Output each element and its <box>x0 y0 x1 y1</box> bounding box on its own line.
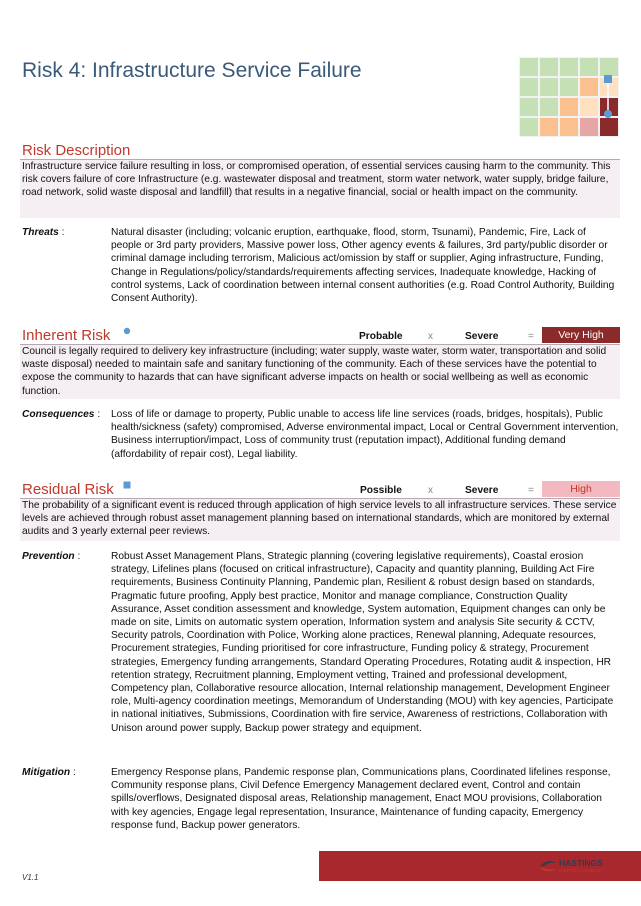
inherent-rating-badge: Very High <box>542 327 620 343</box>
mitigation-label: Mitigation : <box>22 767 76 778</box>
residual-rating-badge: High <box>542 481 620 497</box>
residual-times: x <box>428 485 433 496</box>
residual-equals: = <box>528 485 534 496</box>
residual-consequence: Severe <box>465 485 499 496</box>
page-title: Risk 4: Infrastructure Service Failure <box>22 59 362 82</box>
residual-marker-square <box>604 75 612 83</box>
mitigation-text: Emergency Response plans, Pandemic response plan, Communications plans, Coordinated lifelines response, Community response plans, Civil Defence Emergency Management declared event, Control and contain spills/overflows, Designated disposal areas, Relationship management, Enact MOU provisions, Collaboration with key agencies, Engage legal representation, Insurance, Maintenance of funding capacity, Emergency response fund, Backup power generators. <box>111 767 611 831</box>
inherent-heading: Inherent Risk <box>22 327 111 344</box>
prevention-text: Robust Asset Management Plans, Strategic planning (covering legislative requirements), Coastal erosion strategy, Lifelines plans (focused on critical infrastructure), Capacity and quantity planning, Building Act Fire requirements, Business Continuity Planning, Pandemic plan, Resilient & robust design based on standards, Pragmatic future proofing, Apply best practice, Monitor and manage compliance, Construction Quality Assurance, Asset condition assessment and knowledge, System automation, Equipment changes can only be made on site, Limits on automatic system operation, Information system and analysis Site security & CCTV, Security patrols, Coordination with Police, Working alone practices, Renewal planning, Adequate resources, Procurement strategies, Funding prioritised for core infrastructure, Funding policy & strategy, Procurement strategies, Emergency funding arrangements, Standard Operating Procedures, Rotating audit & inspection, HR retention strategy, Recruitment planning, Employment vetting, Trained and professional development, Competency plan, Collaborative resource allocation, Internal relationship management, Development Engineer role, Multi-agency coordination meetings, Memorandum of Understanding (MOU) with key agencies, Participate in national initiatives, Submissions, Coordination with fire service, Awareness of restrictions, Collaboration with Unison around power supply, Backup power strategy and equipment. <box>111 551 614 734</box>
consequences-label: Consequences : <box>22 409 101 420</box>
description-text: Infrastructure service failure resulting in loss, or compromised operation, of essential services causing harm to the community. This risk covers failure of core Infrastructure (e.g. wastewater disposal and treatment, storm water network, water supply, bridge failure, road network, solid waste disposal and landfill) that results in a negative financial, social or health impact on the community. <box>22 161 611 199</box>
residual-text: The probability of a significant event is reduced through application of high service levels to all infrastructure services. These service levels are achieved through robust asset management planning based on international standards, which are monitored by external audits and 3 yearly external peer reviews. <box>22 500 617 538</box>
residual-likelihood: Possible <box>360 485 402 496</box>
threats-text: Natural disaster (including; volcanic eruption, earthquake, flood, storm, Tsunami), Pandemic, Fire, Lack of people or 3rd party providers, Massive power loss, Other agency events & failures, 3rd party/public disorder or criminal damage including terrorism, Malicious act/omission by staff or supplier, Aging infrastructure, Funding, Change in Regulations/policy/standards/requirements affecting services, Inadequate knowledge, Hacking of control systems, Lack of coordination between internal consent authorities (e.g. Road Control Authority, Building Consent Authority). <box>111 227 615 305</box>
inherent-circle-icon <box>123 327 131 335</box>
residual-heading: Residual Risk <box>22 481 114 498</box>
inherent-consequence: Severe <box>465 331 499 342</box>
residual-square-icon <box>123 481 131 489</box>
inherent-times: x <box>428 331 433 342</box>
prevention-label: Prevention : <box>22 551 81 562</box>
version-label: V1.1 <box>22 873 39 882</box>
risk-matrix-markers <box>519 57 619 137</box>
inherent-equals: = <box>528 331 534 342</box>
description-heading: Risk Description <box>22 142 131 159</box>
inherent-text: Council is legally required to delivery key infrastructure (including; water supply, waste water, storm water, transportation and solid waste disposal) needed to maintain safe and sanitary functioning of the community. Each of these services have the potential to expose the community to hazards that can have significant adverse impacts on health or social wellbeing as well as economic function. <box>22 346 607 397</box>
hastings-logo-icon <box>538 857 558 875</box>
hastings-logo-text: HASTINGS DISTRICT COUNCIL <box>559 858 603 873</box>
inherent-likelihood: Probable <box>359 331 403 342</box>
consequences-text: Loss of life or damage to property, Public unable to access life line services (roads, bridges, hospitals), Public health/sickness (safety) compromised, Adverse environmental impact, Local or Central Government intervention, Business interruption/impact, Loss of community trust (reputation impact), Additional funding demand (affordability of repair cost), Legal liability. <box>111 409 619 460</box>
inherent-marker-circle <box>604 110 612 118</box>
threats-label: Threats : <box>22 227 65 238</box>
